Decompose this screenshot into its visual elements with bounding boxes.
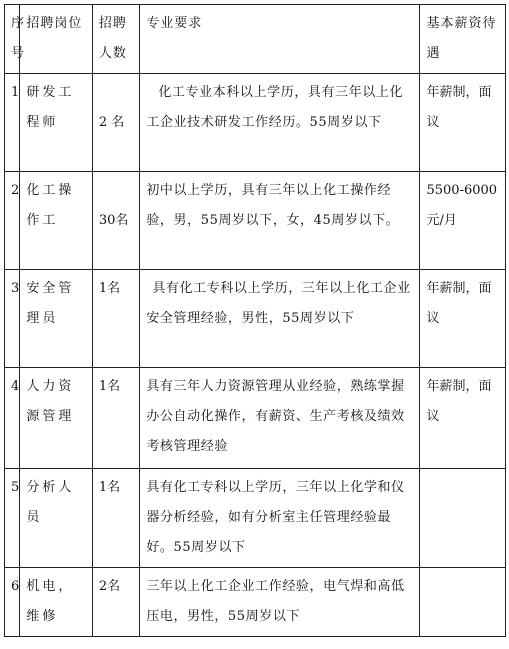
cell-count: 1名 xyxy=(92,469,139,568)
table-row xyxy=(5,469,506,568)
cell-position: 分析人员 xyxy=(20,469,92,568)
cell-count: 2 名 xyxy=(92,74,139,172)
table-row xyxy=(5,270,506,368)
cell-requirement: 化工专业本科以上学历，具有三年以上化工企业技术研发工作经历。55周岁以下 xyxy=(140,74,420,172)
cell-position: 机电，维修 xyxy=(20,568,92,637)
cell-no: 3 xyxy=(5,270,20,368)
cell-salary: 年薪制，面议 xyxy=(420,270,506,368)
recruitment-table xyxy=(4,4,506,637)
table-row xyxy=(5,74,506,172)
cell-count: 30名 xyxy=(92,172,139,270)
header-salary: 基本薪资待遇 xyxy=(420,5,506,74)
header-no: 序号 xyxy=(5,5,20,74)
cell-no: 1 xyxy=(5,74,20,172)
header-requirement: 专业要求 xyxy=(140,5,420,74)
cell-count: 2名 xyxy=(92,568,139,637)
table-header-row xyxy=(5,5,506,74)
table-row xyxy=(5,368,506,469)
header-count: 招聘人数 xyxy=(92,5,139,74)
cell-salary xyxy=(420,568,506,637)
header-position: 招聘岗位 xyxy=(20,5,92,74)
cell-position: 安全管理员 xyxy=(20,270,92,368)
cell-requirement: 具有化工专科以上学历，三年以上化工企业安全管理经验，男性，55周岁以下 xyxy=(140,270,420,368)
cell-requirement: 具有三年人力资源管理从业经验，熟练掌握办公自动化操作，有薪资、生产考核及绩效考核管理经验 xyxy=(140,368,420,469)
cell-no: 5 xyxy=(5,469,20,568)
cell-position: 研发工程师 xyxy=(20,74,92,172)
cell-position: 人力资源管理 xyxy=(20,368,92,469)
cell-no: 4 xyxy=(5,368,20,469)
cell-salary: 5500-6000元/月 xyxy=(420,172,506,270)
cell-no: 6 xyxy=(5,568,20,637)
cell-requirement: 三年以上化工企业工作经验，电气焊和高低压电，男性，55周岁以下 xyxy=(140,568,420,637)
cell-position: 化工操作工 xyxy=(20,172,92,270)
table-row xyxy=(5,568,506,637)
cell-salary: 年薪制，面议 xyxy=(420,368,506,469)
cell-salary xyxy=(420,469,506,568)
cell-requirement: 初中以上学历，具有三年以上化工操作经验，男，55周岁以下，女，45周岁以下。 xyxy=(140,172,420,270)
table-row xyxy=(5,172,506,270)
cell-requirement: 具有化工专科以上学历，三年以上化学和仪器分析经验，如有分析室主任管理经验最好。55周岁以下 xyxy=(140,469,420,568)
cell-salary: 年薪制，面议 xyxy=(420,74,506,172)
cell-count: 1名 xyxy=(92,270,139,368)
cell-no: 2 xyxy=(5,172,20,270)
cell-count: 1名 xyxy=(92,368,139,469)
